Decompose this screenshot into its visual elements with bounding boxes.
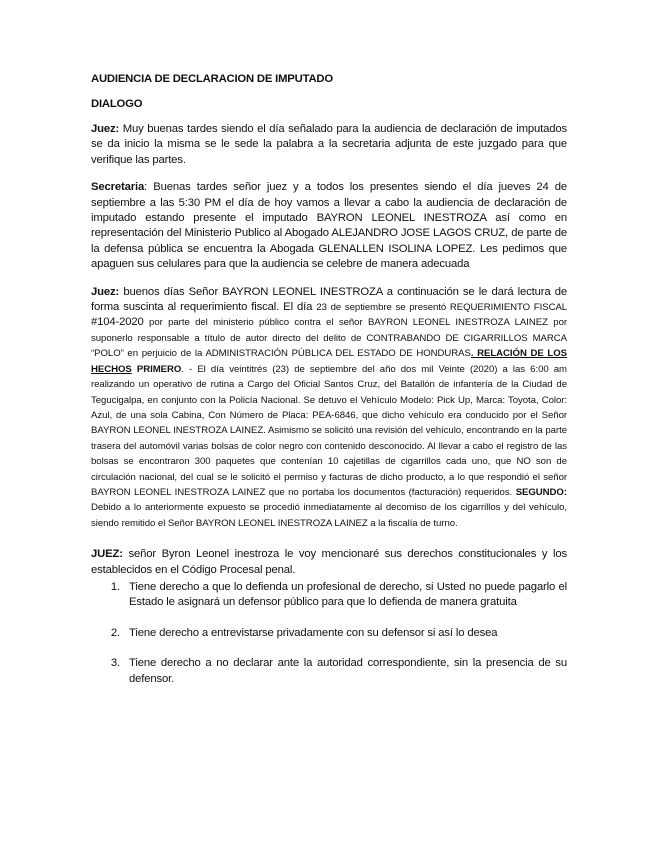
list-item xyxy=(91,656,567,687)
list-number: 1. xyxy=(110,580,120,593)
primero-label: PRIMERO xyxy=(131,363,182,375)
paragraph-text: : Buenas tardes señor juez y a todos los presentes siendo el día jueves 24 de septiembre a las 5:30 PM el día de hoy vamos a llevar a cabo la audiencia de declaración de imputado estando presente el imputado BAYRON LEONEL INESTROZA así como en representación del Ministerio Publico al Abogado ALEJANDRO JOSE LAGOS CRUZ, de parte de la defensa pública se encuentra la Abogada GLENALLEN ISOLINA LOPEZ. Les pedimos que apaguen sus celulares para que la audiencia se celebre de manera adecuada xyxy=(91,181,567,271)
list-item xyxy=(91,626,567,641)
paragraph-text: buenos días Señor BAYRON LEONEL INESTROZA a continuación se le dará lectura de forma suscinta al requerimiento fiscal. El día xyxy=(91,285,567,314)
relacion-hechos-heading: . RELACIÓN DE LOS HECHOS xyxy=(91,348,568,375)
list-number: 2. xyxy=(110,626,120,639)
document-title: AUDIENCIA DE DECLARACION DE IMPUTADO xyxy=(91,73,333,85)
rights-list xyxy=(91,580,567,687)
paragraph-text: Muy buenas tardes siendo el día señalado para la audiencia de declaración de imputados se da inicio la misma se le sede la palabra a la secretaria adjunta de este juzgado para que verifique las partes. xyxy=(91,123,567,166)
speaker-label: Juez: xyxy=(91,123,120,135)
paragraph-text: por parte del ministerio público contra el señor BAYRON LEONEL INESTROZA LAINEZ por suponerlo responsable a título de autor directo del delito de CONTRABANDO DE CIGARRILLOS MARCA “POLO” en perjuicio de la ADMINISTRACIÓN PÚBLICA DEL ESTADO DE HONDURAS xyxy=(91,317,567,360)
paragraph-text: 23 de septiembre se presentó REQUERIMIENTO FISCAL xyxy=(316,302,567,314)
list-item-text: Tiene derecho a que lo defienda un profesional de derecho, si Usted no puede pagarlo el Estado le asignará un defensor público para que lo defienda de manera gratuita xyxy=(129,580,567,609)
paragraph-secretaria xyxy=(91,180,567,272)
segundo-label: SEGUNDO: xyxy=(515,486,567,498)
paragraph-text: señor Byron Leonel inestroza le voy mencionaré sus derechos constitucionales y los establecidos en el Código Procesal penal. xyxy=(91,548,567,576)
paragraph-juez-requerimiento xyxy=(91,285,567,532)
section-heading-dialogo: DIALOGO xyxy=(91,98,143,110)
speaker-label: JUEZ: xyxy=(91,548,123,561)
list-number: 3. xyxy=(110,657,120,670)
paragraph-text: Debido a lo anteriormente expuesto se procedió inmediatamente al decomiso de los cigarrillos y del vehículo, siendo remitido el Señor BAYRON LEONEL INESTROZA LAINEZ a la fiscalía de turno. xyxy=(91,502,567,529)
document-page xyxy=(91,72,567,687)
case-number: #104-2020 xyxy=(91,316,144,329)
speaker-label: Secretaria xyxy=(91,181,145,194)
list-item-text: Tiene derecho a entrevistarse privadamente con su defensor si así lo desea xyxy=(129,626,498,639)
paragraph-text: . - El día veintitrés (23) de septiembre del año dos mil Veinte (2020) a las 6:00 am realizando un operativo de rutina a Cargo del Oficial Santos Cruz, del Batallón de infantería de la Ciudad de Tegucigalpa, en conjunto con la Policía Nacional. Se detuvo el Vehículo Modelo: Pick Up, Marca: Toyota, Color: Azul, de una sola Cabina, Con Número de Placa: PEA-6846, que dicho vehículo era conducido por el Señor BAYRON LEONEL INESTROZA LAINEZ. Asimismo se solicitó una revisión del vehículo, encontrando en la parte trasera del automóvil varias bolsas de color negro con contenido desconocido. Al llevar a cabo el registro de las bolsas se encontraron 300 paquetes que contenían 10 cajetillas de cigarrillos cada uno, que NO son de circulación nacional, del cual se le solicitó el permiso y facturas de dicho producto, a lo que respondió el señor BAYRON LEONEL INESTROZA LAINEZ que no portaba los documentos (facturación) requeridos. xyxy=(91,363,567,498)
speaker-label: Juez: xyxy=(91,285,120,298)
paragraph-juez-opening xyxy=(91,122,567,168)
list-item xyxy=(91,580,567,611)
list-item-text: Tiene derecho a no declarar ante la autoridad correspondiente, sin la presencia de su defensor. xyxy=(129,657,567,685)
paragraph-juez-derechos xyxy=(91,547,567,578)
